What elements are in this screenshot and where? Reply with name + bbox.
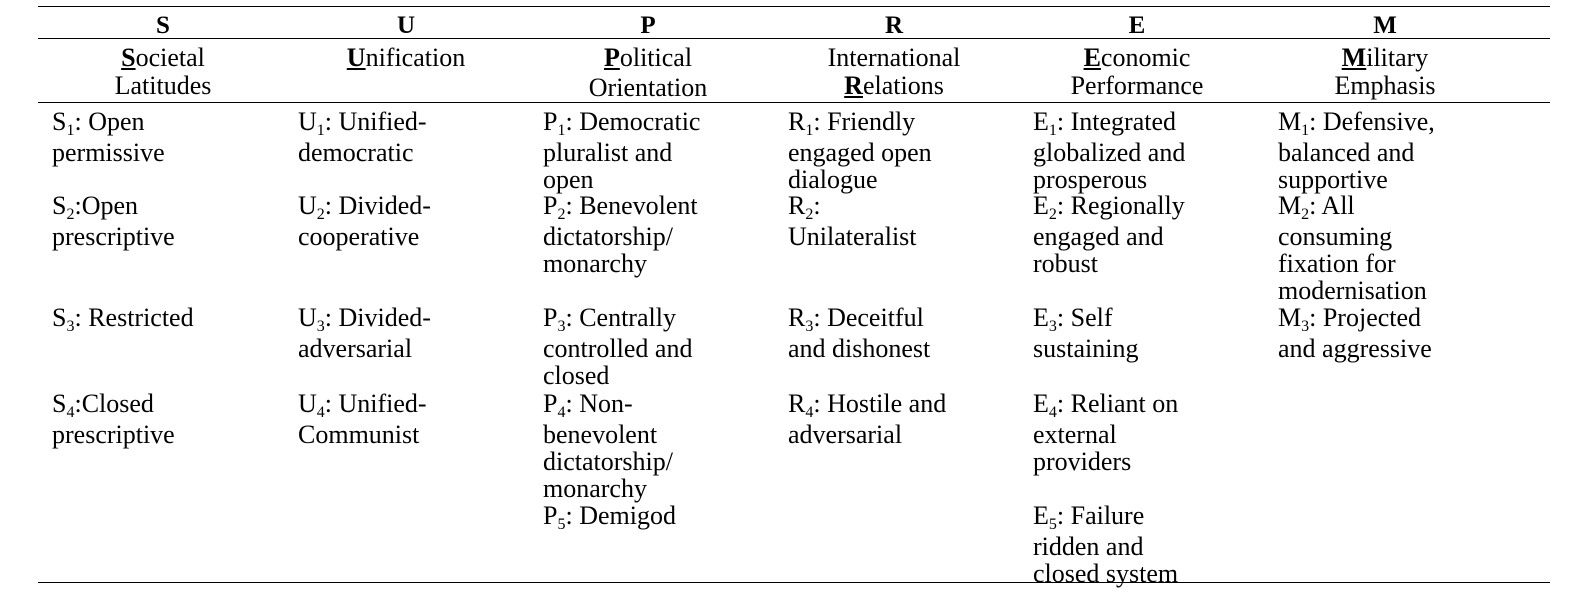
cell-p3: $P_3$: Centrally controlled and closed [543,303,693,390]
letter-u: U [396,12,416,39]
cell-r2: $R_2$: Unilateralist [788,191,917,251]
cell-u4: $U_4$: Unified- Communist [298,389,427,449]
cell-p5: $P_5$: Demigod [543,501,676,533]
bottom-rule [38,582,1550,583]
cell-p2: $P_2$: Benevolent dictatorship/ monarchy [543,191,698,278]
letter-p: P [640,12,656,39]
cell-e4: $E_4$: Reliant on external providers [1033,389,1179,476]
cell-e5: $E_5$: Failure ridden and closed system [1033,501,1179,588]
letter-s: S [156,12,170,39]
cell-e1: $E_1$: Integrated globalized and prosperous [1033,107,1186,194]
letter-m: M [1373,12,1397,39]
header-international-relations: International Relations [827,43,961,100]
cell-p1: $P_1$: Democratic pluralist and open [543,107,701,194]
top-rule [38,6,1550,7]
cell-e2: $E_2$: Regionally engaged and robust [1033,191,1185,278]
cell-r1: $R_1$: Friendly engaged open dialogue [788,107,932,194]
cell-s3: $S_3$: Restricted [52,303,194,335]
cell-s1: $S_1$: Open permissive [52,107,165,167]
cell-m1: $M_1$: Defensive, balanced and supportive [1278,107,1435,194]
cell-p4: $P_4$: Non- benevolent dictatorship/ monarchy [543,389,673,503]
cell-s2: $S_2:Open$ prescriptive [52,191,175,251]
letter-e: E [1128,12,1146,39]
header-unification: Unification [346,43,466,72]
cell-m2: $M_2$: All consuming fixation for modernisation [1278,191,1427,305]
cell-u3: $U_3$: Divided- adversarial [298,303,431,363]
header-societal-latitudes: Societal Latitudes [114,43,212,100]
cell-u1: $U_1$: Unified- democratic [298,107,427,167]
cell-m3: $M_3$: Projected and aggressive [1278,303,1432,363]
header-military-emphasis: Military Emphasis [1334,43,1436,100]
cell-e3: $E_3$: Self sustaining [1033,303,1139,363]
header-political-orientation: Political Orientation [588,43,708,102]
header-rule [38,102,1550,103]
cell-r3: $R_3$: Deceitful and dishonest [788,303,931,363]
header-economic-performance: Economic Performance [1070,43,1204,100]
cell-s4: $S_4:Closed$ prescriptive [52,389,175,449]
letter-r: R [884,12,904,39]
cell-u2: $U_2$: Divided- cooperative [298,191,431,251]
cell-r4: $R_4$: Hostile and adversarial [788,389,947,449]
